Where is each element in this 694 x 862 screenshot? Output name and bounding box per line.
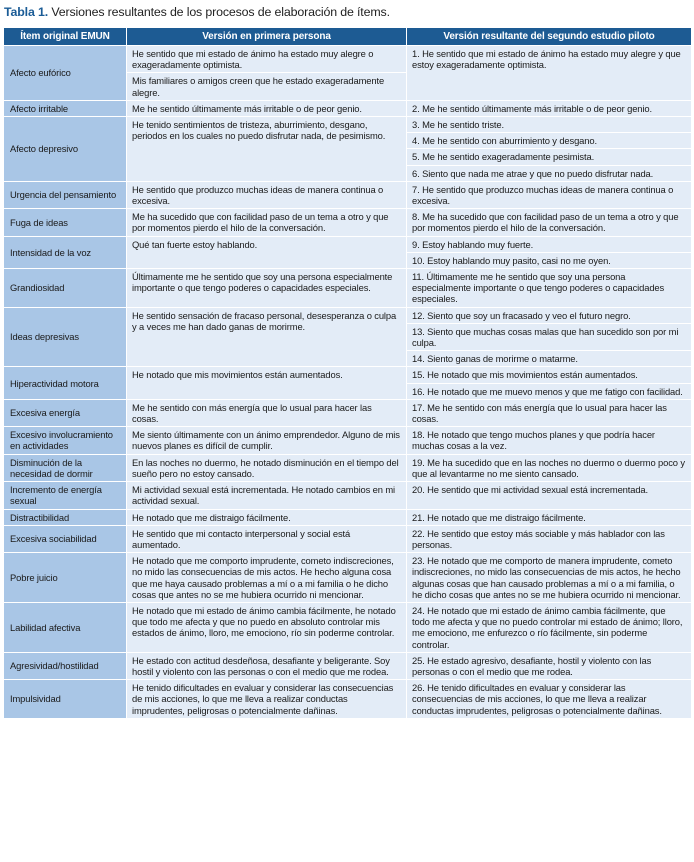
items-table (3, 27, 692, 719)
primera-persona-cell: Me ha sucedido que con facilidad paso de un tema a otro y que por momentos pierdo el hilo de la conversación. (127, 209, 407, 236)
primera-persona-cell: He sentido que mi contacto interpersonal y social está aumentado. (127, 525, 407, 552)
segundo-estudio-cell: 4. Me he sentido con aburrimiento y desgano. (407, 133, 692, 149)
table-row (4, 181, 692, 208)
segundo-estudio-cell: 12. Siento que soy un fracasado y veo el futuro negro. (407, 307, 692, 323)
primera-persona-cell: He sentido sensación de fracaso personal, desesperanza o culpa y a veces me han dado ganas de morirme. (127, 307, 407, 367)
segundo-estudio-cell: 11. Últimamente me he sentido que soy una persona especialmente importante o que tengo poderes o capacidades especiales. (407, 269, 692, 308)
table-row (4, 307, 692, 323)
table-header-row (4, 28, 692, 46)
segundo-estudio-cell: 7. He sentido que produzco muchas ideas de manera continua o excesiva. (407, 181, 692, 208)
primera-persona-cell: He estado con actitud desdeñosa, desafiante y beligerante. Soy hostil y violento con las personas o con el medio que me rodea. (127, 652, 407, 679)
table-row (4, 553, 692, 603)
table-row (4, 209, 692, 236)
item-label-cell: Grandiosidad (4, 269, 127, 308)
segundo-estudio-cell: 23. He notado que me comporto de manera imprudente, cometo indiscreciones, no mido las consecuencias de mis actos, he hecho algunas cosas que han causado problemas a mí o a mi familia, o he dicho cosas que antes no se me hubiera ocurrido ni mencionar. (407, 553, 692, 603)
segundo-estudio-cell: 2. Me he sentido últimamente más irritable o de peor genio. (407, 100, 692, 116)
primera-persona-cell: Qué tan fuerte estoy hablando. (127, 236, 407, 268)
segundo-estudio-cell: 17. Me he sentido con más energía que lo usual para hacer las cosas. (407, 399, 692, 426)
table-row (4, 602, 692, 652)
segundo-estudio-cell: 24. He notado que mi estado de ánimo cambia fácilmente, que todo me afecta y que no puedo controlar mi estado de ánimo; lloro, me emociono, me enfurezco o río fácilmente, sin poderme controlar. (407, 602, 692, 652)
segundo-estudio-cell: 15. He notado que mis movimientos están aumentados. (407, 367, 692, 383)
segundo-estudio-cell: 6. Siento que nada me atrae y que no puedo disfrutar nada. (407, 165, 692, 181)
segundo-estudio-cell: 22. He sentido que estoy más sociable y más hablador con las personas. (407, 525, 692, 552)
primera-persona-cell: He tenido sentimientos de tristeza, aburrimiento, desgano, periodos en los cuales no puedo disfrutar nada, de pesimismo. (127, 117, 407, 182)
item-label-cell: Incremento de energía sexual (4, 482, 127, 509)
segundo-estudio-cell: 5. Me he sentido exageradamente pesimista. (407, 149, 692, 165)
segundo-estudio-cell: 21. He notado que me distraigo fácilmente. (407, 509, 692, 525)
segundo-estudio-cell: 8. Me ha sucedido que con facilidad paso de un tema a otro y que por momentos pierdo el hilo de la conversación. (407, 209, 692, 236)
primera-persona-cell: He notado que me distraigo fácilmente. (127, 509, 407, 525)
item-label-cell: Labilidad afectiva (4, 602, 127, 652)
segundo-estudio-cell: 3. Me he sentido triste. (407, 117, 692, 133)
item-label-cell: Fuga de ideas (4, 209, 127, 236)
table-row (4, 509, 692, 525)
table-caption (4, 5, 390, 19)
segundo-estudio-cell: 9. Estoy hablando muy fuerte. (407, 236, 692, 252)
table-row (4, 482, 692, 509)
item-label-cell: Intensidad de la voz (4, 236, 127, 268)
segundo-estudio-cell: 10. Estoy hablando muy pasito, casi no me oyen. (407, 252, 692, 268)
segundo-estudio-cell: 16. He notado que me muevo menos y que me fatigo con facilidad. (407, 383, 692, 399)
item-label-cell: Afecto eufórico (4, 46, 127, 101)
segundo-estudio-cell: 26. He tenido dificultades en evaluar y considerar las consecuencias de mis acciones, lo que me lleva a realizar conductas imprudentes, peligrosas o potencialmente dañinas. (407, 680, 692, 719)
table-row (4, 269, 692, 308)
header-primera-persona: Versión en primera persona (127, 28, 407, 46)
table-caption-label: Tabla 1. (4, 5, 49, 19)
primera-persona-cell: En las noches no duermo, he notado disminución en el tiempo del sueño pero no estoy cansado. (127, 454, 407, 481)
table-row (4, 46, 692, 73)
primera-persona-cell: He tenido dificultades en evaluar y considerar las consecuencias de mis acciones, lo que me lleva a realizar conductas imprudentes, peligrosas o potencialmente dañinas. (127, 680, 407, 719)
primera-persona-cell: Me siento últimamente con un ánimo emprendedor. Alguno de mis nuevos planes es difícil de cumplir. (127, 427, 407, 454)
segundo-estudio-cell: 1. He sentido que mi estado de ánimo ha estado muy alegre y que estoy exageradamente optimista. (407, 46, 692, 101)
item-label-cell: Excesivo involucramiento en actividades (4, 427, 127, 454)
table-row (4, 680, 692, 719)
item-label-cell: Hiperactividad motora (4, 367, 127, 399)
primera-persona-cell: He sentido que mi estado de ánimo ha estado muy alegre o exageradamente optimista. (127, 46, 407, 73)
primera-persona-cell: He notado que mis movimientos están aumentados. (127, 367, 407, 399)
item-label-cell: Afecto depresivo (4, 117, 127, 182)
primera-persona-cell: Últimamente me he sentido que soy una persona especialmente importante o que tengo poderes o capacidades especiales. (127, 269, 407, 308)
primera-persona-cell: He notado que me comporto imprudente, cometo indiscreciones, no mido las consecuencias de mis actos. He hecho alguna cosa que me haya causado problemas a mí o a mi familia o he dicho cosas que antes no se me hubiera ocurrido ni mencionar. (127, 553, 407, 603)
item-label-cell: Excesiva sociabilidad (4, 525, 127, 552)
item-label-cell: Urgencia del pensamiento (4, 181, 127, 208)
item-label-cell: Agresividad/hostilidad (4, 652, 127, 679)
table-row (4, 525, 692, 552)
segundo-estudio-cell: 13. Siento que muchas cosas malas que han sucedido son por mi culpa. (407, 323, 692, 350)
item-label-cell: Distractibilidad (4, 509, 127, 525)
table-row (4, 399, 692, 426)
primera-persona-cell: Mi actividad sexual está incrementada. He notado cambios en mi actividad sexual. (127, 482, 407, 509)
primera-persona-cell: Mis familiares o amigos creen que he estado exageradamente alegre. (127, 73, 407, 100)
header-segundo-estudio: Versión resultante del segundo estudio piloto (407, 28, 692, 46)
segundo-estudio-cell: 18. He notado que tengo muchos planes y que podría hacer muchas cosas a la vez. (407, 427, 692, 454)
primera-persona-cell: Me he sentido con más energía que lo usual para hacer las cosas. (127, 399, 407, 426)
item-label-cell: Afecto irritable (4, 100, 127, 116)
primera-persona-cell: He notado que mi estado de ánimo cambia fácilmente, he notado que todo me afecta y que no puedo en absoluto controlar mis estados de ánimo, lloro, me emociono, río sin poderme controlar. (127, 602, 407, 652)
segundo-estudio-cell: 19. Me ha sucedido que en las noches no duermo o duermo poco y que al levantarme no me siento cansado. (407, 454, 692, 481)
table-row (4, 100, 692, 116)
segundo-estudio-cell: 14. Siento ganas de morirme o matarme. (407, 351, 692, 367)
table-body (4, 46, 692, 719)
segundo-estudio-cell: 20. He sentido que mi actividad sexual está incrementada. (407, 482, 692, 509)
item-label-cell: Disminución de la necesidad de dormir (4, 454, 127, 481)
table-row (4, 117, 692, 133)
item-label-cell: Impulsividad (4, 680, 127, 719)
primera-persona-cell: He sentido que produzco muchas ideas de manera continua o excesiva. (127, 181, 407, 208)
table-row (4, 454, 692, 481)
table-caption-text: Versiones resultantes de los procesos de elaboración de ítems. (51, 5, 390, 19)
table-row (4, 427, 692, 454)
item-label-cell: Ideas depresivas (4, 307, 127, 367)
table-row (4, 652, 692, 679)
item-label-cell: Pobre juicio (4, 553, 127, 603)
table-row (4, 236, 692, 252)
primera-persona-cell: Me he sentido últimamente más irritable o de peor genio. (127, 100, 407, 116)
header-item-original: Ítem original EMUN (4, 28, 127, 46)
segundo-estudio-cell: 25. He estado agresivo, desafiante, hostil y violento con las personas o con el medio que me rodea. (407, 652, 692, 679)
item-label-cell: Excesiva energía (4, 399, 127, 426)
table-row (4, 367, 692, 383)
